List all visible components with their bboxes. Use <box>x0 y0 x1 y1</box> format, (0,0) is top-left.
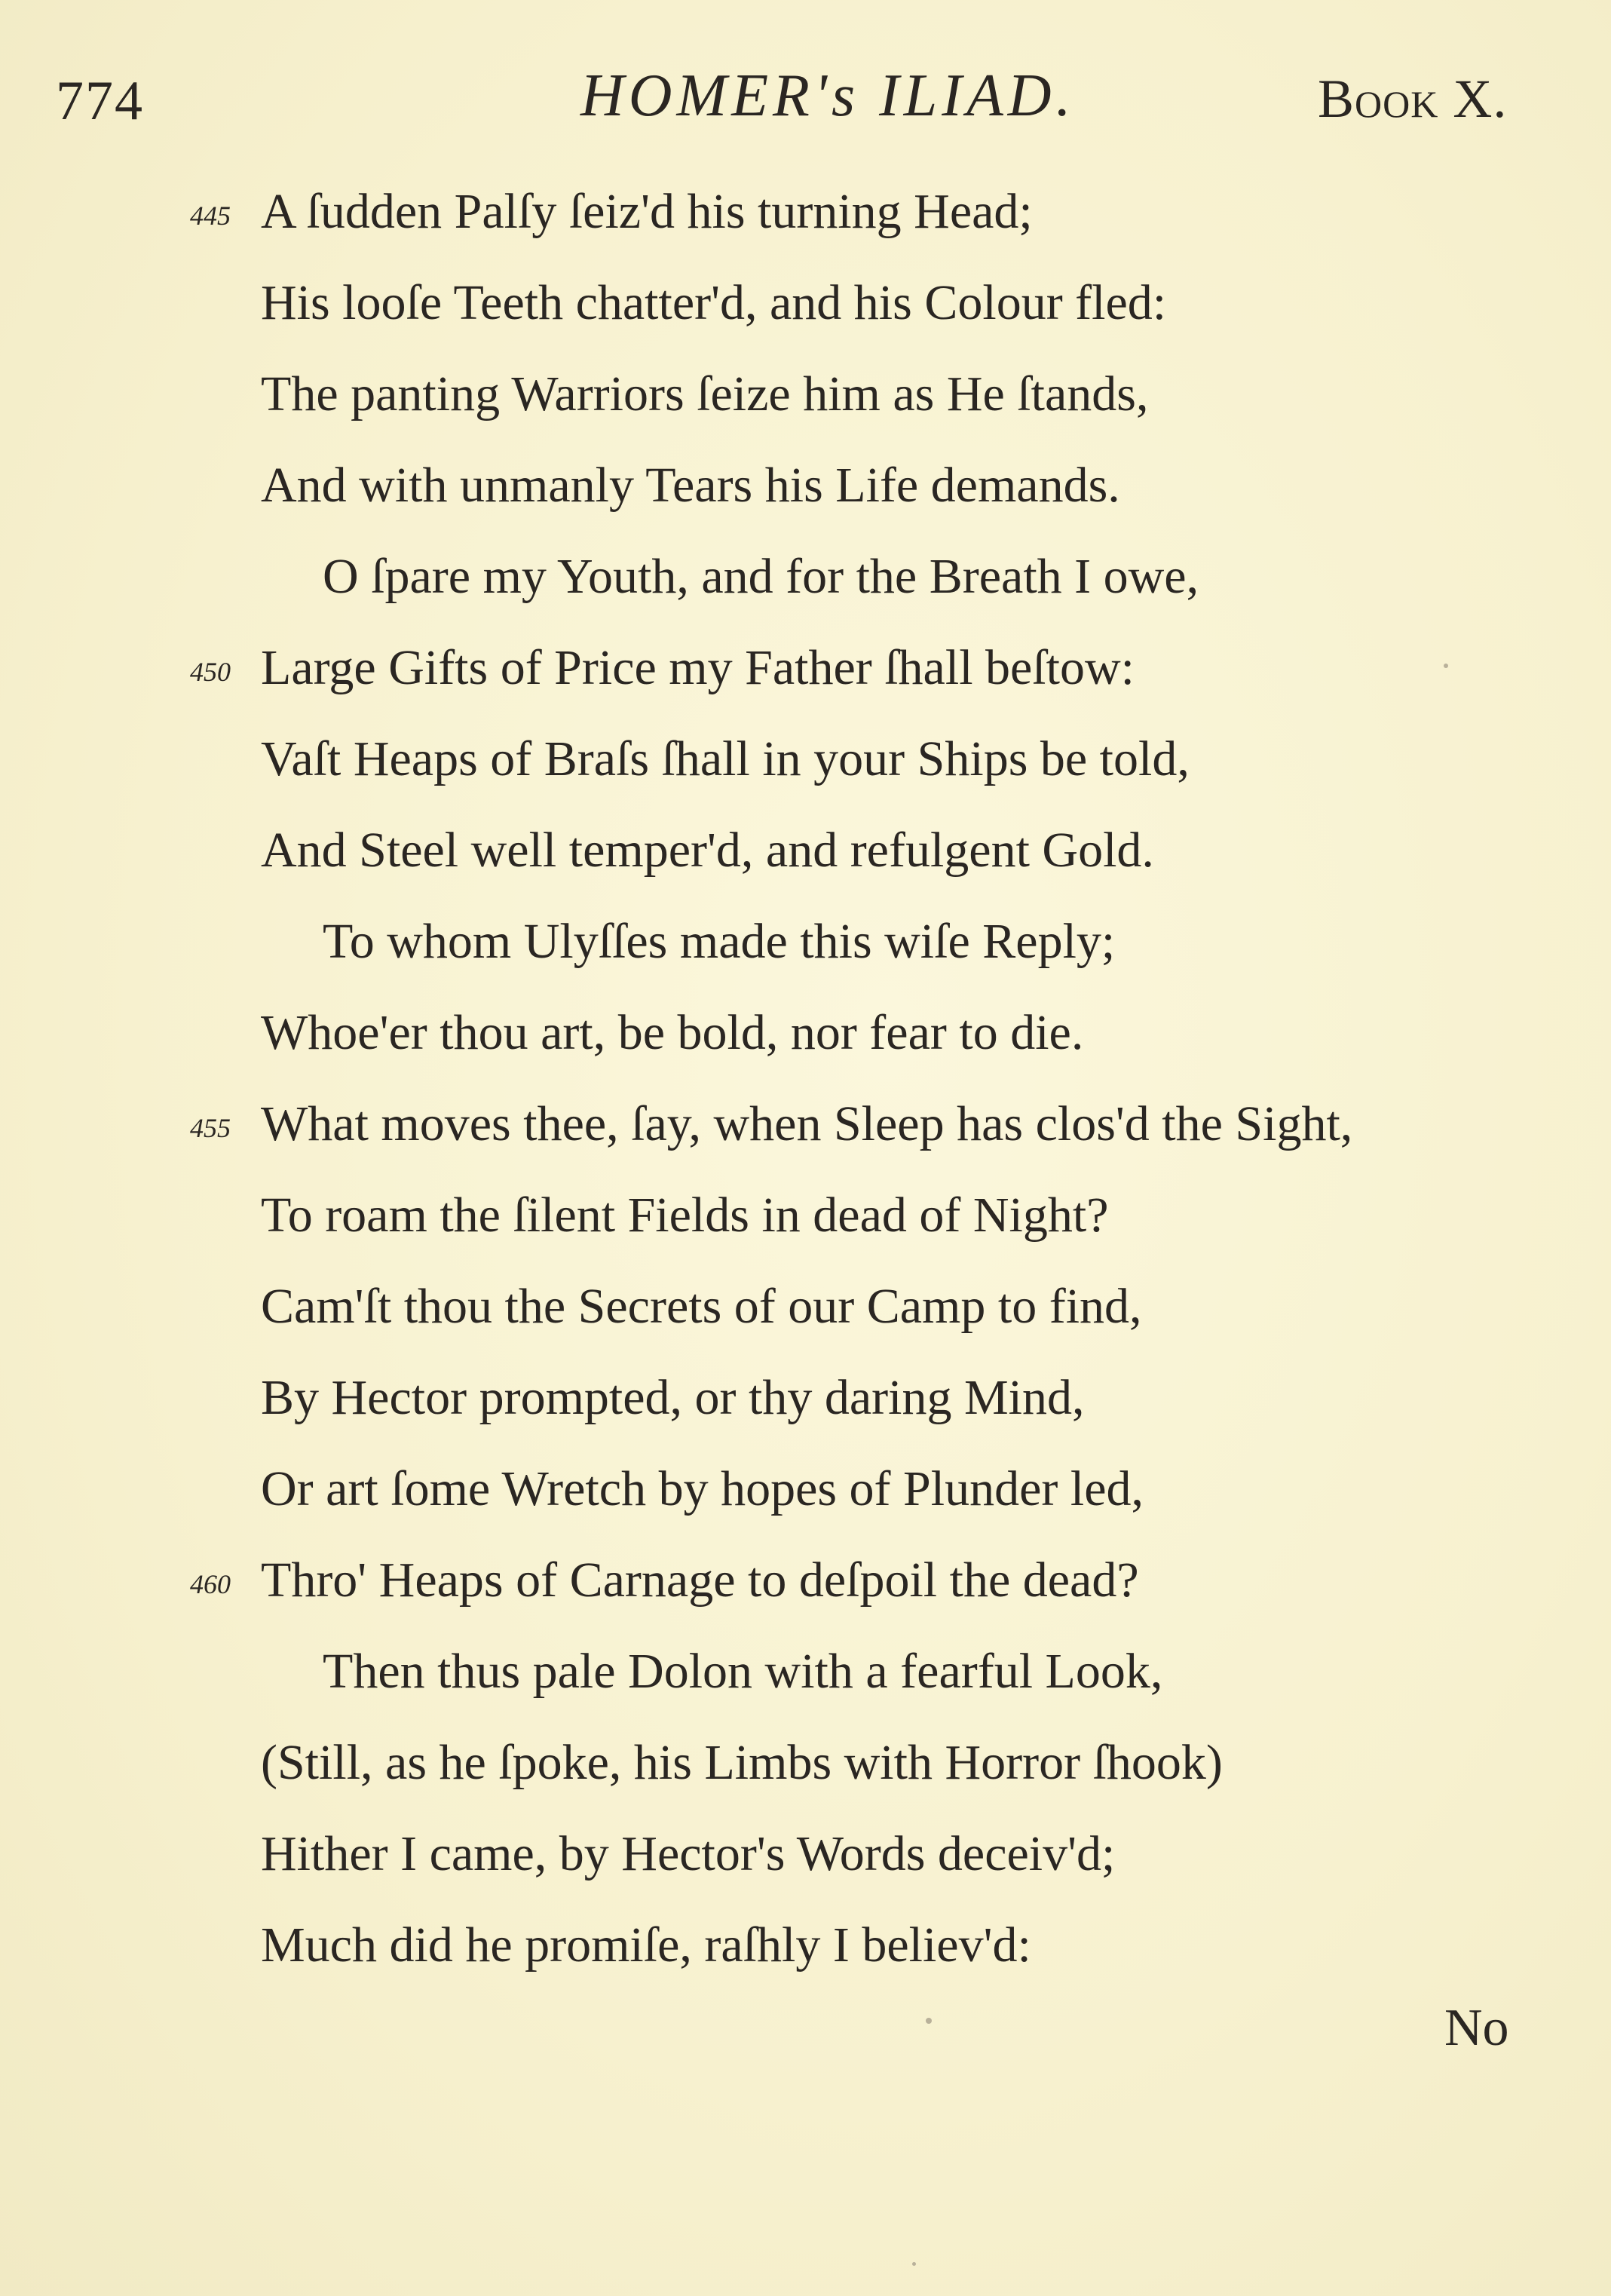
line-text: Then thus pale Dolon with a fearful Look, <box>323 1644 1163 1699</box>
verse-line <box>0 440 1611 531</box>
line-number: 450 <box>190 657 231 687</box>
line-number: 460 <box>190 1569 231 1599</box>
running-title: HOMER's ILIAD. <box>580 63 1076 129</box>
line-text: Cam'ſt thou the Secrets of our Camp to find, <box>261 1279 1142 1334</box>
line-text: To whom Ulyſſes made this wiſe Reply; <box>323 914 1116 969</box>
verse-line <box>0 1534 1611 1626</box>
verse-block <box>0 166 1611 1991</box>
line-text: A ſudden Palſy ſeiz'd his turning Head; <box>261 184 1033 239</box>
line-text: The panting Warriors ſeize him as He ſtands, <box>261 366 1149 421</box>
book-label: Book X. <box>1318 69 1508 129</box>
line-text: His looſe Teeth chatter'd, and his Colour fled: <box>261 275 1167 330</box>
ink-speck <box>1444 664 1448 668</box>
line-text: What moves thee, ſay, when Sleep has clos'd the Sight, <box>261 1096 1353 1151</box>
line-number: 455 <box>190 1113 231 1143</box>
line-text: Whoe'er thou art, be bold, nor fear to die. <box>261 1005 1084 1060</box>
verse-line <box>0 1169 1611 1261</box>
verse-line <box>0 1808 1611 1899</box>
line-text: (Still, as he ſpoke, his Limbs with Horror ſhook) <box>261 1735 1223 1790</box>
line-text: To roam the ſilent Fields in dead of Night? <box>261 1188 1109 1243</box>
verse-line <box>0 166 1611 257</box>
verse-line <box>0 805 1611 896</box>
line-text: And with unmanly Tears his Life demands. <box>261 458 1120 513</box>
page-header <box>0 53 1611 132</box>
verse-line <box>0 1626 1611 1717</box>
line-text: Vaſt Heaps of Braſs ſhall in your Ships be told, <box>261 731 1190 786</box>
verse-line <box>0 622 1611 713</box>
verse-line <box>0 713 1611 805</box>
verse-line <box>0 257 1611 348</box>
line-text: Much did he promiſe, raſhly I believ'd: <box>261 1917 1031 1973</box>
line-text: Large Gifts of Price my Father ſhall beſtow: <box>261 640 1135 695</box>
line-text: Hither I came, by Hector's Words deceiv'd; <box>261 1826 1116 1881</box>
verse-line <box>0 987 1611 1078</box>
line-number: 445 <box>190 201 231 231</box>
verse-line <box>0 896 1611 987</box>
verse-line <box>0 1352 1611 1443</box>
verse-line <box>0 1443 1611 1534</box>
ink-speck <box>926 2018 932 2024</box>
line-text: Or art ſome Wretch by hopes of Plunder led, <box>261 1461 1144 1516</box>
line-text: And Steel well temper'd, and refulgent Gold. <box>261 823 1154 878</box>
verse-line <box>0 1261 1611 1352</box>
verse-line <box>0 348 1611 440</box>
line-text: Thro' Heaps of Carnage to deſpoil the dead? <box>261 1553 1139 1608</box>
verse-line <box>0 1717 1611 1808</box>
line-text: By Hector prompted, or thy daring Mind, <box>261 1370 1085 1425</box>
catchword: No <box>1444 1999 1509 2057</box>
page-number: 774 <box>56 70 144 132</box>
verse-line <box>0 1899 1611 1991</box>
verse-line <box>0 1078 1611 1169</box>
line-text: O ſpare my Youth, and for the Breath I owe, <box>323 549 1199 604</box>
verse-line <box>0 531 1611 622</box>
ink-speck <box>912 2262 916 2266</box>
